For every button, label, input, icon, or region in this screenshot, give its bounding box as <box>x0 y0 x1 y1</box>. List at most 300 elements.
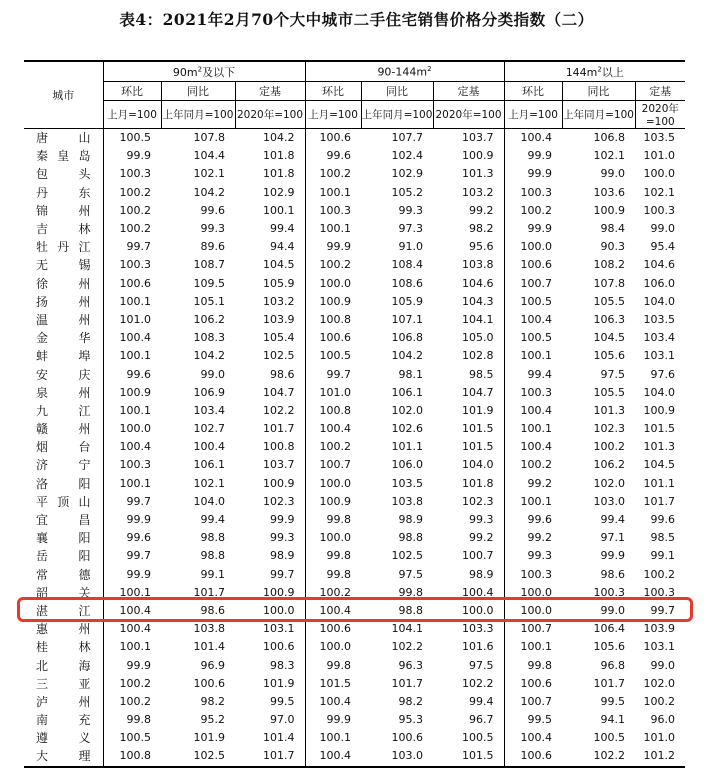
index-value: 99.0 <box>650 222 676 236</box>
index-value: 100.3 <box>643 203 676 217</box>
index-value: 99.3 <box>469 513 494 527</box>
index-value: 95.2 <box>200 713 225 727</box>
index-value: 99.6 <box>103 529 161 547</box>
index-value: 99.9 <box>305 238 361 256</box>
index-value: 100.2 <box>305 584 361 602</box>
index-value: 100.8 <box>305 311 361 329</box>
index-value: 103.0 <box>593 494 626 508</box>
index-value: 105.9 <box>391 294 423 308</box>
group-header-large: $144m^2$以上 <box>504 61 685 82</box>
index-value: 100.4 <box>103 620 161 638</box>
city-column-header: 城市 <box>24 61 103 129</box>
index-value: 100.6 <box>305 329 361 347</box>
index-value: 98.8 <box>398 603 423 617</box>
index-value: 100.3 <box>103 165 161 183</box>
index-value: 100.4 <box>462 585 494 599</box>
index-value: 100.7 <box>462 549 494 563</box>
city-name: 三亚 <box>24 675 103 693</box>
index-value: 100.0 <box>504 602 562 620</box>
index-value: 91.0 <box>398 240 423 254</box>
table-row <box>24 275 685 293</box>
index-value: 106.2 <box>193 312 225 326</box>
city-name: 烟台 <box>24 438 103 456</box>
index-value: 100.3 <box>103 256 161 274</box>
index-value: 102.7 <box>193 422 225 436</box>
city-name: 遵义 <box>24 729 103 747</box>
index-value: 99.6 <box>650 513 676 527</box>
index-value: 100.9 <box>103 384 161 402</box>
table-row <box>24 402 685 420</box>
table-row <box>24 165 685 183</box>
index-value: 104.0 <box>193 494 225 508</box>
index-value: 99.8 <box>398 585 423 599</box>
index-value: 106.8 <box>593 131 626 145</box>
index-value: 103.5 <box>643 131 676 145</box>
index-value: 102.2 <box>263 403 295 417</box>
index-value: 100.1 <box>305 220 361 238</box>
index-value: 98.9 <box>469 567 494 581</box>
index-value: 102.9 <box>391 167 423 181</box>
index-value: 97.5 <box>600 367 626 381</box>
index-value: 100.3 <box>504 384 562 402</box>
index-value: 100.0 <box>504 238 562 256</box>
subheader-2: 定基 <box>433 82 504 101</box>
table-row <box>24 493 685 511</box>
index-value: 100.1 <box>504 347 562 365</box>
index-value: 99.2 <box>504 529 562 547</box>
index-value: 100.2 <box>593 440 626 454</box>
index-value: 99.7 <box>103 238 161 256</box>
index-value: 99.4 <box>600 513 626 527</box>
index-value: 100.1 <box>103 347 161 365</box>
base-header-2: 2020年=100 <box>635 101 685 129</box>
index-value: 100.8 <box>263 440 295 454</box>
index-value: 102.1 <box>643 185 676 199</box>
subheader-0: 环比 <box>103 82 161 101</box>
index-value: 99.9 <box>504 165 562 183</box>
index-value: 95.4 <box>650 240 676 254</box>
index-value: 100.8 <box>305 402 361 420</box>
index-value: 103.8 <box>462 258 494 272</box>
index-value: 100.2 <box>103 202 161 220</box>
city-name: 徐州 <box>24 275 103 293</box>
index-value: 100.0 <box>103 420 161 438</box>
index-value: 99.8 <box>305 547 361 565</box>
index-value: 100.5 <box>103 729 161 747</box>
index-value: 98.8 <box>398 531 423 545</box>
index-value: 100.0 <box>643 167 676 181</box>
index-value: 102.2 <box>391 640 423 654</box>
index-value: 99.4 <box>469 694 494 708</box>
index-value: 99.8 <box>305 566 361 584</box>
index-value: 98.8 <box>200 531 225 545</box>
index-value: 105.5 <box>593 385 626 399</box>
index-value: 100.4 <box>504 438 562 456</box>
index-value: 99.3 <box>270 531 295 545</box>
index-value: 105.6 <box>593 349 626 363</box>
city-name: 包头 <box>24 165 103 183</box>
price-index-table <box>24 60 685 768</box>
index-value: 100.4 <box>305 747 361 766</box>
index-value: 100.4 <box>504 311 562 329</box>
index-value: 100.4 <box>193 440 225 454</box>
index-value: 100.4 <box>305 420 361 438</box>
index-value: 102.5 <box>391 549 423 563</box>
index-value: 99.2 <box>469 531 494 545</box>
index-value: 99.7 <box>103 547 161 565</box>
table-row <box>24 475 685 493</box>
index-value: 100.9 <box>593 203 626 217</box>
index-value: 100.6 <box>193 676 225 690</box>
index-value: 97.6 <box>650 367 676 381</box>
index-value: 101.7 <box>593 676 626 690</box>
index-value: 100.5 <box>462 731 494 745</box>
city-name: 蚌埠 <box>24 347 103 365</box>
index-value: 108.4 <box>391 258 423 272</box>
group-header-medium: $90-144m^2$ <box>305 61 504 82</box>
city-name: 济宁 <box>24 456 103 474</box>
city-name: 牡丹江 <box>24 238 103 256</box>
index-value: 99.5 <box>600 694 626 708</box>
index-value: 107.1 <box>391 312 423 326</box>
index-value: 100.2 <box>103 675 161 693</box>
subheader-0: 环比 <box>305 82 361 101</box>
index-value: 104.0 <box>643 385 676 399</box>
index-value: 100.0 <box>305 638 361 656</box>
index-value: 100.6 <box>305 129 361 148</box>
index-value: 100.2 <box>504 202 562 220</box>
index-value: 103.8 <box>391 494 423 508</box>
city-name: 泉州 <box>24 384 103 402</box>
index-value: 97.5 <box>469 658 494 672</box>
index-value: 102.3 <box>462 494 494 508</box>
index-value: 96.7 <box>469 713 494 727</box>
index-value: 105.1 <box>193 294 225 308</box>
table-row <box>24 129 685 148</box>
index-value: 103.8 <box>193 622 225 636</box>
city-name: 唐山 <box>24 129 103 148</box>
table-row <box>24 747 685 766</box>
index-value: 105.2 <box>391 185 423 199</box>
index-value: 101.3 <box>593 403 626 417</box>
index-value: 98.1 <box>398 367 423 381</box>
index-value: 101.7 <box>391 676 423 690</box>
table-row <box>24 693 685 711</box>
index-value: 99.5 <box>270 694 295 708</box>
index-value: 100.2 <box>504 456 562 474</box>
city-name: 赣州 <box>24 420 103 438</box>
table-row <box>24 511 685 529</box>
city-name: 宜昌 <box>24 511 103 529</box>
index-value: 98.6 <box>200 603 225 617</box>
index-value: 102.0 <box>391 403 423 417</box>
index-value: 98.6 <box>270 367 295 381</box>
index-value: 102.2 <box>562 747 635 766</box>
index-value: 100.1 <box>103 402 161 420</box>
index-value: 103.9 <box>263 312 295 326</box>
city-name: 洛阳 <box>24 475 103 493</box>
index-value: 102.1 <box>193 476 225 490</box>
index-value: 99.9 <box>270 513 295 527</box>
index-value: 101.7 <box>263 422 295 436</box>
index-value: 101.0 <box>103 311 161 329</box>
table-row <box>24 184 685 202</box>
index-value: 103.3 <box>462 622 494 636</box>
index-value: 100.7 <box>504 275 562 293</box>
city-name: 吉林 <box>24 220 103 238</box>
index-value: 100.2 <box>103 693 161 711</box>
table-row <box>24 438 685 456</box>
index-value: 101.5 <box>643 422 676 436</box>
table-row <box>24 220 685 238</box>
subheader-1: 同比 <box>161 82 235 101</box>
index-value: 108.6 <box>391 276 423 290</box>
index-value: 109.5 <box>193 276 225 290</box>
index-value: 101.9 <box>263 676 295 690</box>
index-value: 106.0 <box>643 276 676 290</box>
index-value: 100.1 <box>504 638 562 656</box>
index-value: 100.9 <box>263 585 295 599</box>
city-name: 桂林 <box>24 638 103 656</box>
index-value: 100.2 <box>305 256 361 274</box>
index-value: 95.6 <box>469 240 494 254</box>
index-value: 100.1 <box>103 293 161 311</box>
index-value: 100.4 <box>103 329 161 347</box>
subheader-1: 同比 <box>361 82 433 101</box>
index-value: 103.2 <box>462 185 494 199</box>
city-name: 泸州 <box>24 693 103 711</box>
table-row <box>24 365 685 383</box>
index-value: 104.0 <box>462 458 494 472</box>
index-value: 102.1 <box>193 167 225 181</box>
index-value: 100.0 <box>462 603 494 617</box>
city-name: 秦皇岛 <box>24 147 103 165</box>
index-value: 98.4 <box>600 222 626 236</box>
index-value: 98.2 <box>398 694 423 708</box>
index-value: 101.5 <box>433 747 504 766</box>
table-row <box>24 256 685 274</box>
index-value: 100.5 <box>305 347 361 365</box>
index-value: 100.1 <box>103 475 161 493</box>
index-value: 104.2 <box>193 185 225 199</box>
index-value: 103.5 <box>643 312 676 326</box>
table-row <box>24 638 685 656</box>
table-row <box>24 384 685 402</box>
city-name: 韶关 <box>24 584 103 602</box>
index-value: 104.6 <box>643 258 676 272</box>
index-value: 106.2 <box>593 458 626 472</box>
index-value: 99.0 <box>650 658 676 672</box>
index-value: 103.4 <box>643 331 676 345</box>
index-value: 101.4 <box>193 640 225 654</box>
index-value: 100.0 <box>263 603 295 617</box>
index-value: 101.1 <box>643 476 676 490</box>
index-value: 99.8 <box>103 711 161 729</box>
index-value: 102.5 <box>263 349 295 363</box>
city-name: 扬州 <box>24 293 103 311</box>
table-row <box>24 656 685 674</box>
index-value: 101.2 <box>635 747 685 766</box>
index-value: 99.4 <box>270 222 295 236</box>
index-value: 100.4 <box>504 729 562 747</box>
index-value: 99.1 <box>200 567 225 581</box>
index-value: 103.2 <box>263 294 295 308</box>
index-value: 100.9 <box>643 403 676 417</box>
index-value: 89.6 <box>200 240 225 254</box>
index-value: 99.6 <box>504 511 562 529</box>
base-header-1: 上年同月=100 <box>161 101 235 129</box>
index-value: 99.8 <box>305 511 361 529</box>
index-value: 100.4 <box>103 602 161 620</box>
index-value: 94.4 <box>270 240 295 254</box>
base-header-1: 上年同月=100 <box>562 101 635 129</box>
index-value: 99.9 <box>504 147 562 165</box>
city-name: 岳阳 <box>24 547 103 565</box>
index-value: 101.3 <box>462 167 494 181</box>
index-value: 104.7 <box>263 385 295 399</box>
index-value: 101.5 <box>305 675 361 693</box>
index-value: 104.1 <box>462 312 494 326</box>
index-value: 100.1 <box>305 184 361 202</box>
city-name: 惠州 <box>24 620 103 638</box>
page-title: 表4：2021年2月70个大中城市二手住宅销售价格分类指数（二） <box>119 10 594 29</box>
index-value: 100.0 <box>305 475 361 493</box>
index-value: 104.5 <box>263 258 295 272</box>
index-value: 103.4 <box>193 403 225 417</box>
index-value: 99.6 <box>305 147 361 165</box>
index-value: 104.0 <box>643 294 676 308</box>
index-value: 98.2 <box>469 222 494 236</box>
subheader-2: 定基 <box>235 82 305 101</box>
city-name: 锦州 <box>24 202 103 220</box>
index-value: 102.0 <box>593 476 626 490</box>
index-value: 97.3 <box>398 222 423 236</box>
index-value: 101.3 <box>643 440 676 454</box>
index-value: 100.3 <box>305 202 361 220</box>
index-value: 99.3 <box>504 547 562 565</box>
index-value: 106.1 <box>193 458 225 472</box>
table-row <box>24 675 685 693</box>
index-value: 98.3 <box>270 658 295 672</box>
table-row <box>24 729 685 747</box>
index-value: 99.0 <box>600 167 626 181</box>
index-value: 102.2 <box>462 676 494 690</box>
index-value: 106.9 <box>193 385 225 399</box>
index-value: 98.9 <box>398 513 423 527</box>
index-value: 99.6 <box>103 365 161 383</box>
index-value: 104.5 <box>643 458 676 472</box>
table-row <box>24 147 685 165</box>
base-header-2: 2020年=100 <box>433 101 504 129</box>
index-value: 106.8 <box>391 331 423 345</box>
index-value: 101.1 <box>391 440 423 454</box>
index-value: 101.5 <box>462 440 494 454</box>
index-value: 100.6 <box>504 256 562 274</box>
index-value: 100.3 <box>593 585 626 599</box>
index-value: 102.5 <box>161 747 235 766</box>
index-value: 100.4 <box>305 693 361 711</box>
index-value: 103.9 <box>643 622 676 636</box>
index-value: 99.3 <box>200 222 225 236</box>
index-value: 100.2 <box>305 165 361 183</box>
index-value: 106.1 <box>391 385 423 399</box>
index-value: 99.9 <box>103 656 161 674</box>
index-value: 90.3 <box>600 240 626 254</box>
table-row <box>24 711 685 729</box>
index-value: 100.3 <box>103 456 161 474</box>
index-value: 101.8 <box>462 476 494 490</box>
city-name: 温州 <box>24 311 103 329</box>
index-value: 100.5 <box>504 329 562 347</box>
index-value: 100.4 <box>504 129 562 148</box>
base-header-0: 上月=100 <box>305 101 361 129</box>
index-value: 100.9 <box>305 293 361 311</box>
index-value: 100.5 <box>593 731 626 745</box>
index-value: 100.1 <box>103 638 161 656</box>
index-value: 99.7 <box>650 603 676 617</box>
index-value: 98.5 <box>650 531 676 545</box>
index-value: 100.2 <box>103 184 161 202</box>
index-value: 103.1 <box>263 622 295 636</box>
index-value: 100.7 <box>305 456 361 474</box>
index-value: 100.7 <box>504 620 562 638</box>
index-value: 98.2 <box>200 694 225 708</box>
table-row <box>24 347 685 365</box>
index-value: 104.2 <box>391 349 423 363</box>
index-value: 99.8 <box>504 656 562 674</box>
index-value: 100.6 <box>103 275 161 293</box>
index-value: 104.7 <box>462 385 494 399</box>
index-value: 101.5 <box>462 422 494 436</box>
index-value: 100.0 <box>305 529 361 547</box>
city-name: 九江 <box>24 402 103 420</box>
index-value: 103.5 <box>391 476 423 490</box>
index-value: 96.8 <box>600 658 626 672</box>
index-value: 99.2 <box>469 203 494 217</box>
index-value: 99.0 <box>600 603 626 617</box>
index-value: 102.6 <box>391 422 423 436</box>
index-value: 100.6 <box>305 620 361 638</box>
index-value: 98.9 <box>270 549 295 563</box>
index-value: 100.2 <box>305 438 361 456</box>
index-value: 100.5 <box>504 293 562 311</box>
index-value: 102.4 <box>391 149 423 163</box>
index-value: 106.4 <box>593 622 626 636</box>
index-value: 94.1 <box>600 713 626 727</box>
index-value: 100.0 <box>305 275 361 293</box>
table-row <box>24 293 685 311</box>
index-value: 101.7 <box>643 494 676 508</box>
index-value: 103.0 <box>361 747 433 766</box>
index-value: 99.3 <box>398 203 423 217</box>
index-value: 101.8 <box>263 167 295 181</box>
index-value: 102.1 <box>593 149 626 163</box>
index-value: 97.1 <box>600 531 626 545</box>
index-value: 100.5 <box>103 129 161 148</box>
index-value: 105.9 <box>263 276 295 290</box>
index-value: 107.7 <box>391 131 423 145</box>
index-value: 98.6 <box>600 567 626 581</box>
index-value: 101.7 <box>193 585 225 599</box>
index-value: 101.9 <box>462 403 494 417</box>
table-row <box>24 329 685 347</box>
city-name: 无锡 <box>24 256 103 274</box>
base-header-2: 2020年=100 <box>235 101 305 129</box>
base-header-0: 上月=100 <box>504 101 562 129</box>
index-value: 100.6 <box>391 731 423 745</box>
index-value: 99.1 <box>650 549 676 563</box>
table-row <box>24 529 685 547</box>
